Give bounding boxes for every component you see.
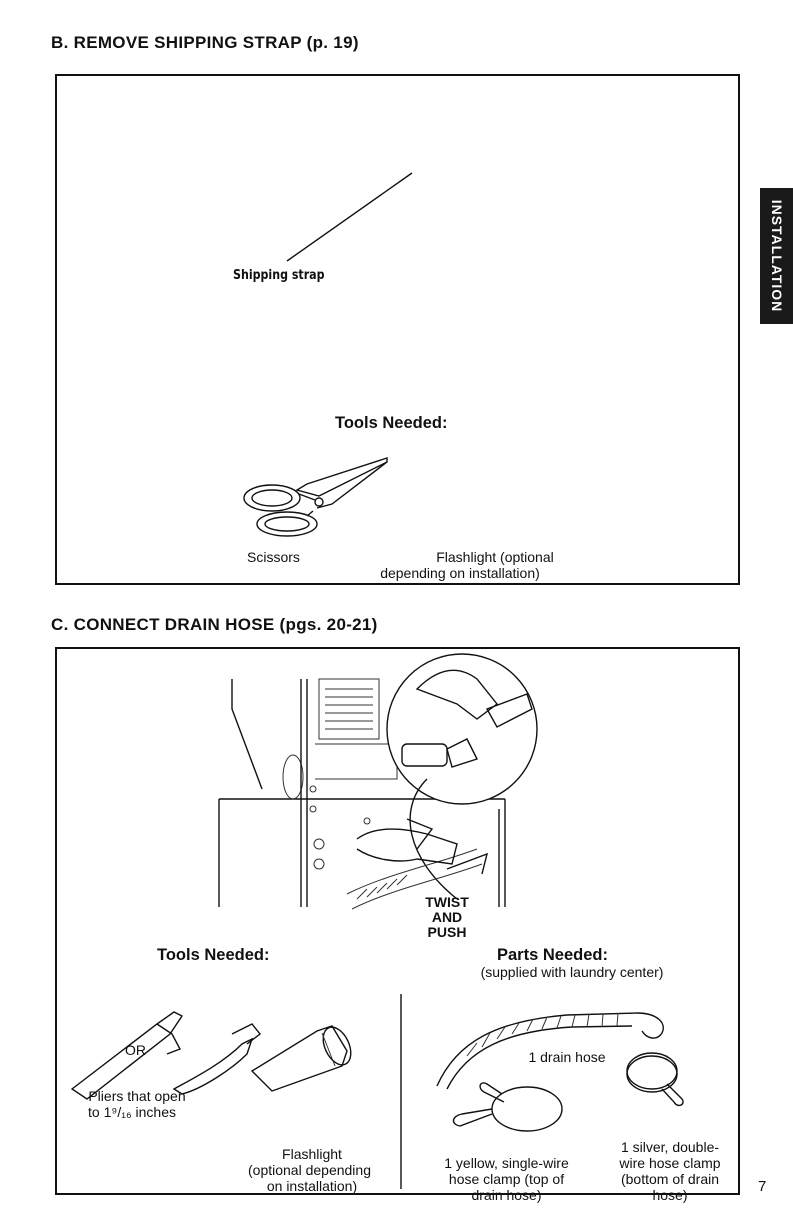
flashlight-icon [247, 1021, 367, 1091]
shipping-strap-label: Shipping strap [233, 268, 325, 283]
flashlight-label-c-line1: Flashlight [282, 1146, 342, 1162]
yellow-clamp-line3: drain hose) [471, 1187, 542, 1203]
silver-clamp-line2: wire hose clamp [619, 1155, 721, 1171]
silver-clamp-line3: (bottom of drain [620, 1171, 720, 1187]
section-c-tools-title: Tools Needed: [157, 946, 270, 964]
silver-clamp-line1: 1 silver, double- [620, 1139, 720, 1155]
section-c-box [55, 647, 740, 1203]
drain-hose-label: 1 drain hose [528, 1049, 606, 1065]
installation-tab-label: INSTALLATION [768, 199, 785, 313]
push-label: PUSH [427, 924, 467, 940]
flashlight-label-b-line1: Flashlight (optional [436, 549, 554, 565]
parts-subtitle: (supplied with laundry center) [480, 964, 664, 980]
page-number: 7 [758, 1178, 767, 1195]
section-c-heading: C. CONNECT DRAIN HOSE (pgs. 20-21) [51, 615, 378, 634]
twist-label: TWIST [425, 894, 469, 910]
section-b-box [55, 74, 740, 585]
silver-hose-clamp-icon [622, 1044, 692, 1114]
yellow-clamp-line2: hose clamp (top of [448, 1171, 565, 1187]
scissors-icon [237, 456, 437, 546]
installation-tab [760, 188, 793, 324]
section-b-tools-title: Tools Needed: [335, 414, 448, 432]
drain-hose-installation-illustration [57, 649, 742, 949]
pliers-label-line2: to 1⁹/₁₆ inches [88, 1104, 176, 1120]
section-c-parts-title: Parts Needed: [497, 946, 608, 964]
pliers-label-line1: Pliers that open [88, 1088, 186, 1104]
section-b-heading: B. REMOVE SHIPPING STRAP (p. 19) [51, 33, 359, 52]
flashlight-label-c-line2: (optional depending [248, 1162, 371, 1178]
yellow-hose-clamp-icon [442, 1074, 572, 1144]
yellow-clamp-line1: 1 yellow, single-wire [444, 1155, 569, 1171]
flashlight-label-b-line2: depending on installation) [380, 565, 540, 581]
silver-clamp-line4: hose) [652, 1187, 688, 1203]
scissors-label: Scissors [247, 549, 300, 565]
flashlight-label-c-line3: on installation) [266, 1178, 358, 1194]
and-label: AND [431, 909, 463, 925]
or-label: OR [125, 1042, 146, 1058]
tools-parts-divider [400, 994, 404, 1194]
